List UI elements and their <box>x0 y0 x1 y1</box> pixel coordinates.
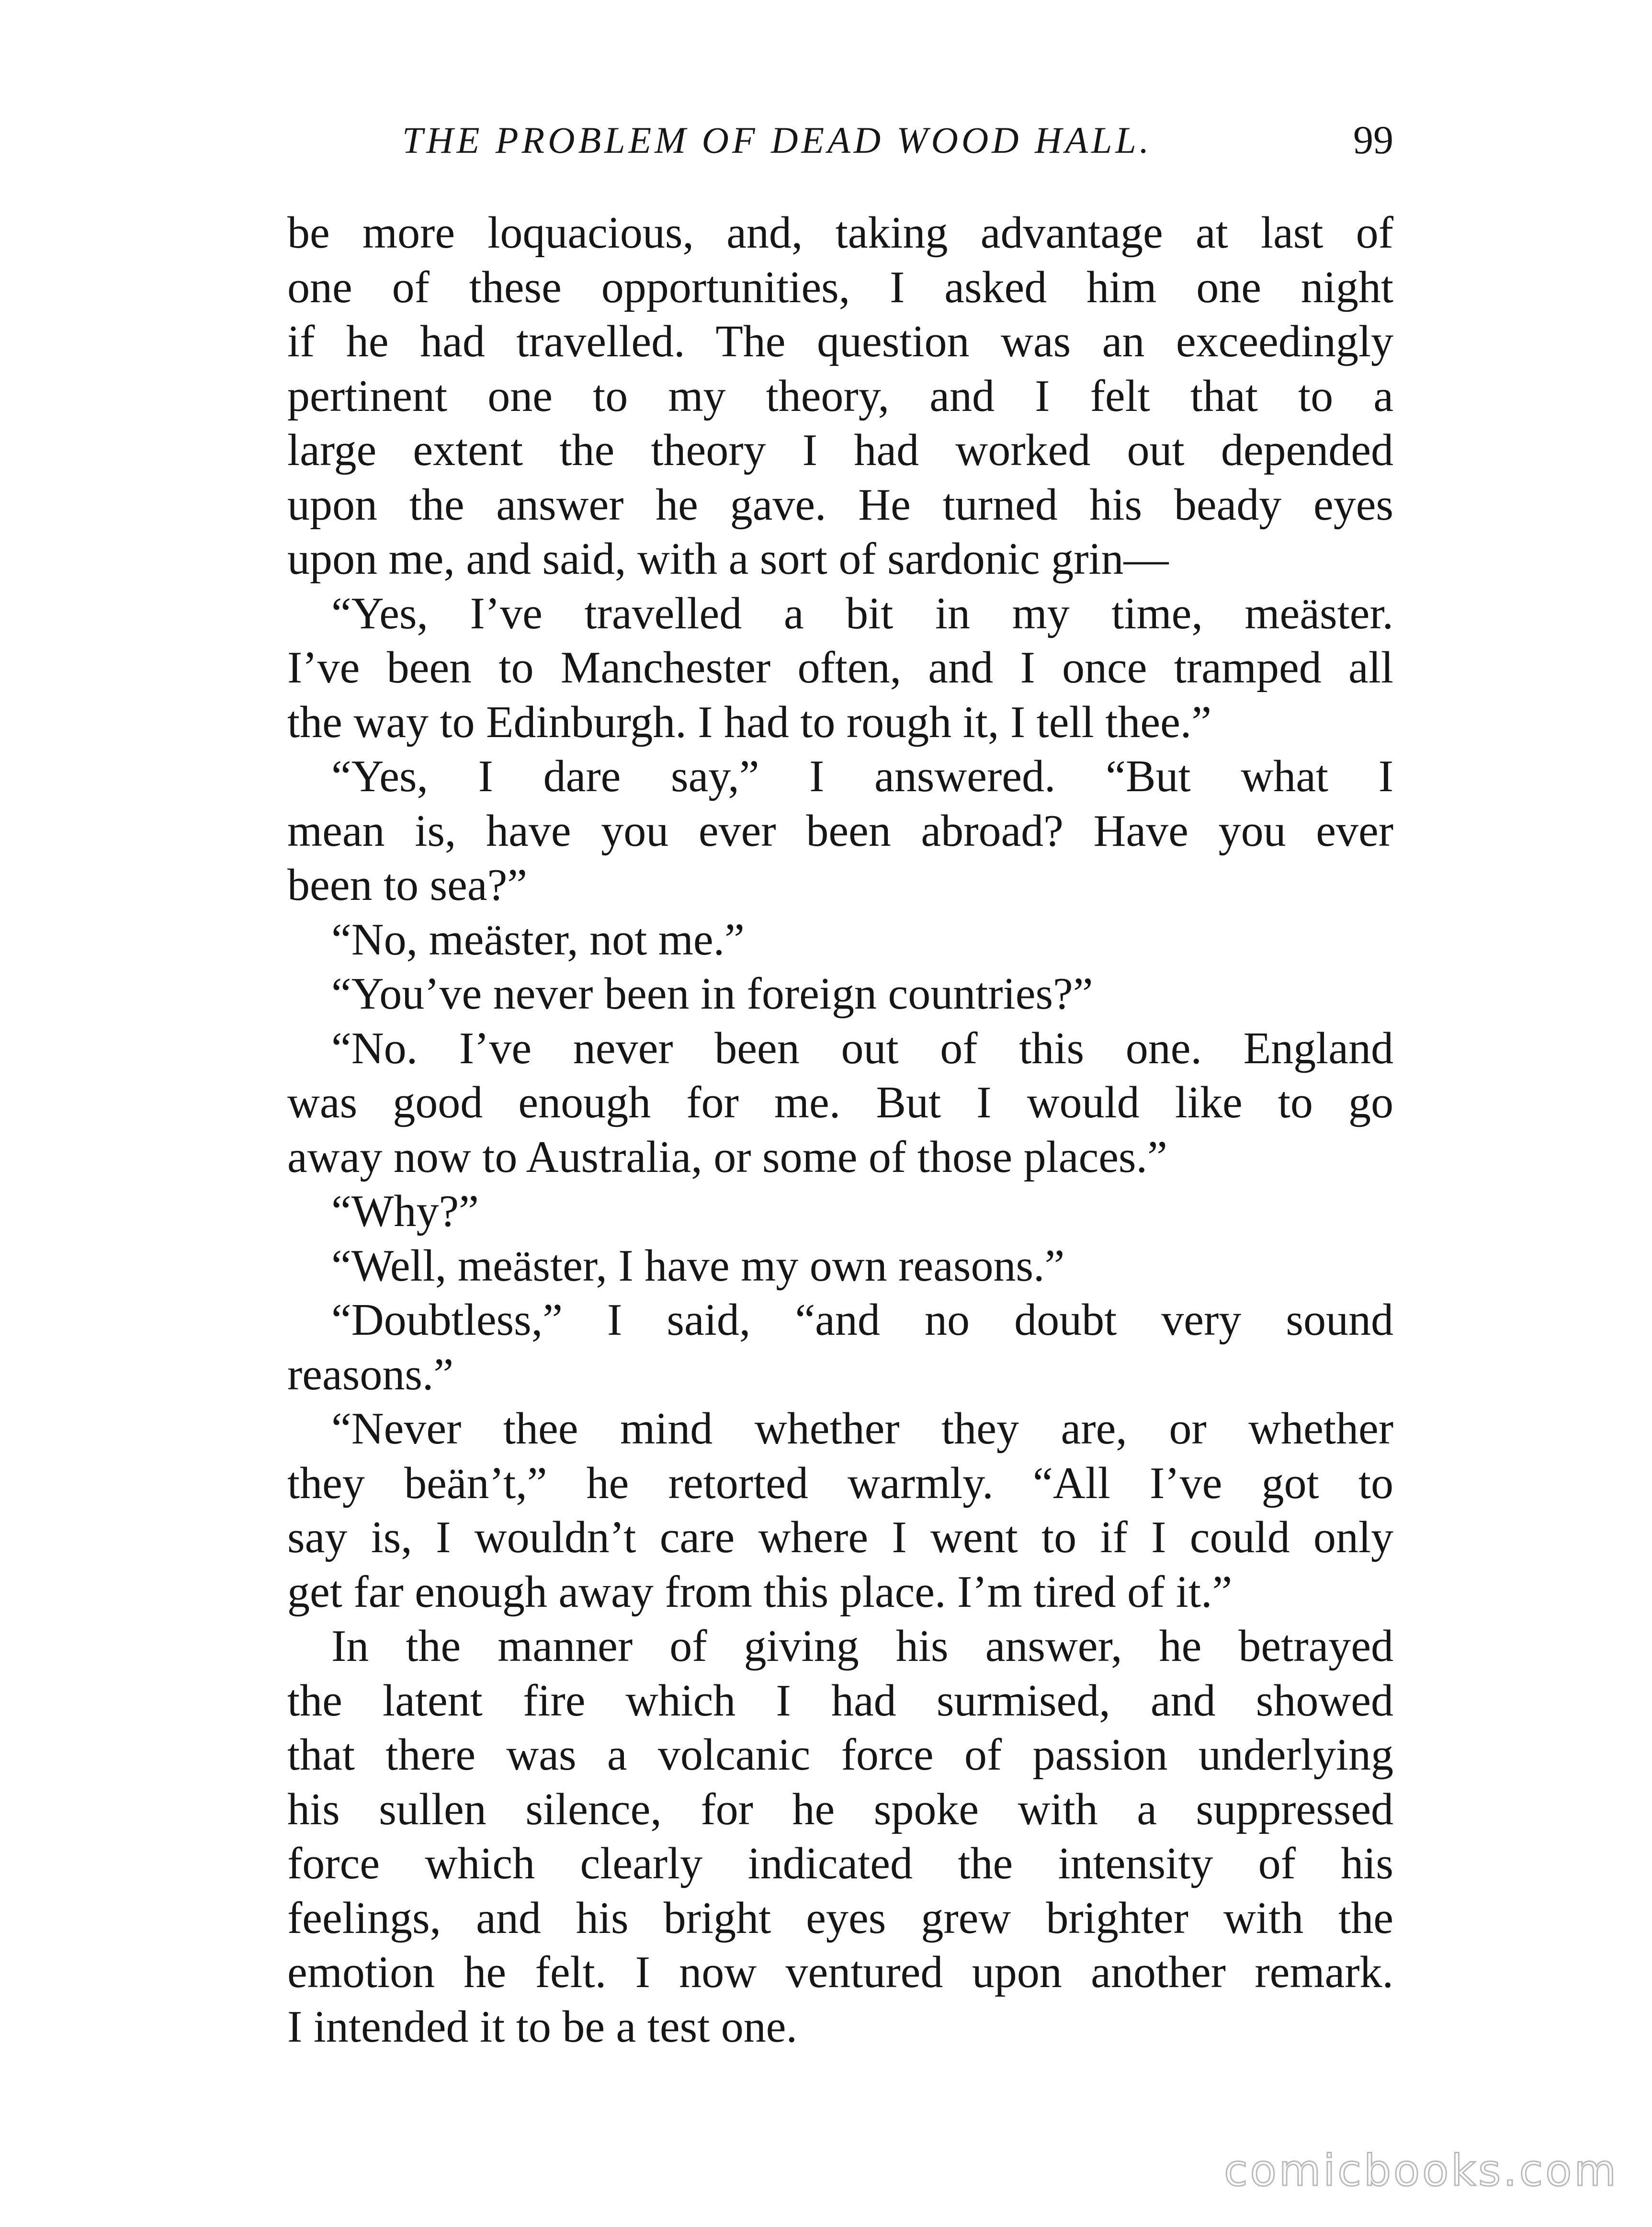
text-line: emotion he felt. I now ventured upon another remark. <box>287 1947 1393 1997</box>
body-text <box>287 206 1393 2054</box>
text-line: get far enough away from this place. I’m tired of it.” <box>287 1567 1233 1617</box>
text-line: “Well, meäster, I have my own reasons.” <box>331 1240 1065 1291</box>
text-line: been to sea?” <box>287 860 528 910</box>
text-line: “No, meäster, not me.” <box>331 914 745 965</box>
text-line: upon me, and said, with a sort of sardonic grin— <box>287 534 1169 584</box>
running-header <box>287 114 1393 167</box>
watermark: comicbooks.com <box>1224 2146 1618 2196</box>
text-line: reasons.” <box>287 1349 454 1399</box>
text-line: In the manner of giving his answer, he betrayed <box>331 1621 1393 1671</box>
text-line: was good enough for me. But I would like to go <box>287 1078 1393 1127</box>
text-line: upon the answer he gave. He turned his beady eyes <box>287 479 1393 530</box>
text-line: I intended it to be a test one. <box>287 2001 798 2052</box>
text-line: be more loquacious, and, taking advantage at last of <box>287 208 1393 258</box>
text-line: the way to Edinburgh. I had to rough it, I tell thee.” <box>287 697 1212 747</box>
text-line: “You’ve never been in foreign countries?” <box>331 969 1093 1019</box>
text-line: “Yes, I dare say,” I answered. “But what I <box>331 751 1393 801</box>
text-line: large extent the theory I had worked out depended <box>287 425 1393 475</box>
text-line: “No. I’ve never been out of this one. England <box>331 1023 1393 1073</box>
text-line: pertinent one to my theory, and I felt that to a <box>287 371 1393 421</box>
text-line: force which clearly indicated the intensity of his <box>287 1839 1393 1888</box>
text-line: one of these opportunities, I asked him one night <box>287 262 1393 312</box>
text-line: feelings, and his bright eyes grew brighter with the <box>287 1893 1393 1943</box>
text-line: mean is, have you ever been abroad? Have you ever <box>287 806 1393 856</box>
text-line: I’ve been to Manchester often, and I once tramped all <box>287 643 1393 693</box>
text-line: that there was a volcanic force of passion underlying <box>287 1730 1393 1780</box>
text-line: “Doubtless,” I said, “and no doubt very sound <box>331 1295 1393 1345</box>
text-line: his sullen silence, for he spoke with a suppressed <box>287 1784 1393 1834</box>
page-number: 99 <box>1353 118 1393 162</box>
text-line: away now to Australia, or some of those places.” <box>287 1132 1167 1182</box>
text-line: “Why?” <box>331 1186 479 1236</box>
running-title: THE PROBLEM OF DEAD WOOD HALL. <box>402 119 1153 161</box>
text-line: the latent fire which I had surmised, and showed <box>287 1675 1393 1726</box>
text-line: say is, I wouldn’t care where I went to if I could only <box>287 1512 1393 1562</box>
text-line: “Never thee mind whether they are, or whether <box>331 1404 1393 1454</box>
text-line: they beän’t,” he retorted warmly. “All I’ve got to <box>287 1458 1393 1508</box>
text-line: if he had travelled. The question was an exceedingly <box>287 317 1393 366</box>
text-line: “Yes, I’ve travelled a bit in my time, meäster. <box>331 588 1393 638</box>
